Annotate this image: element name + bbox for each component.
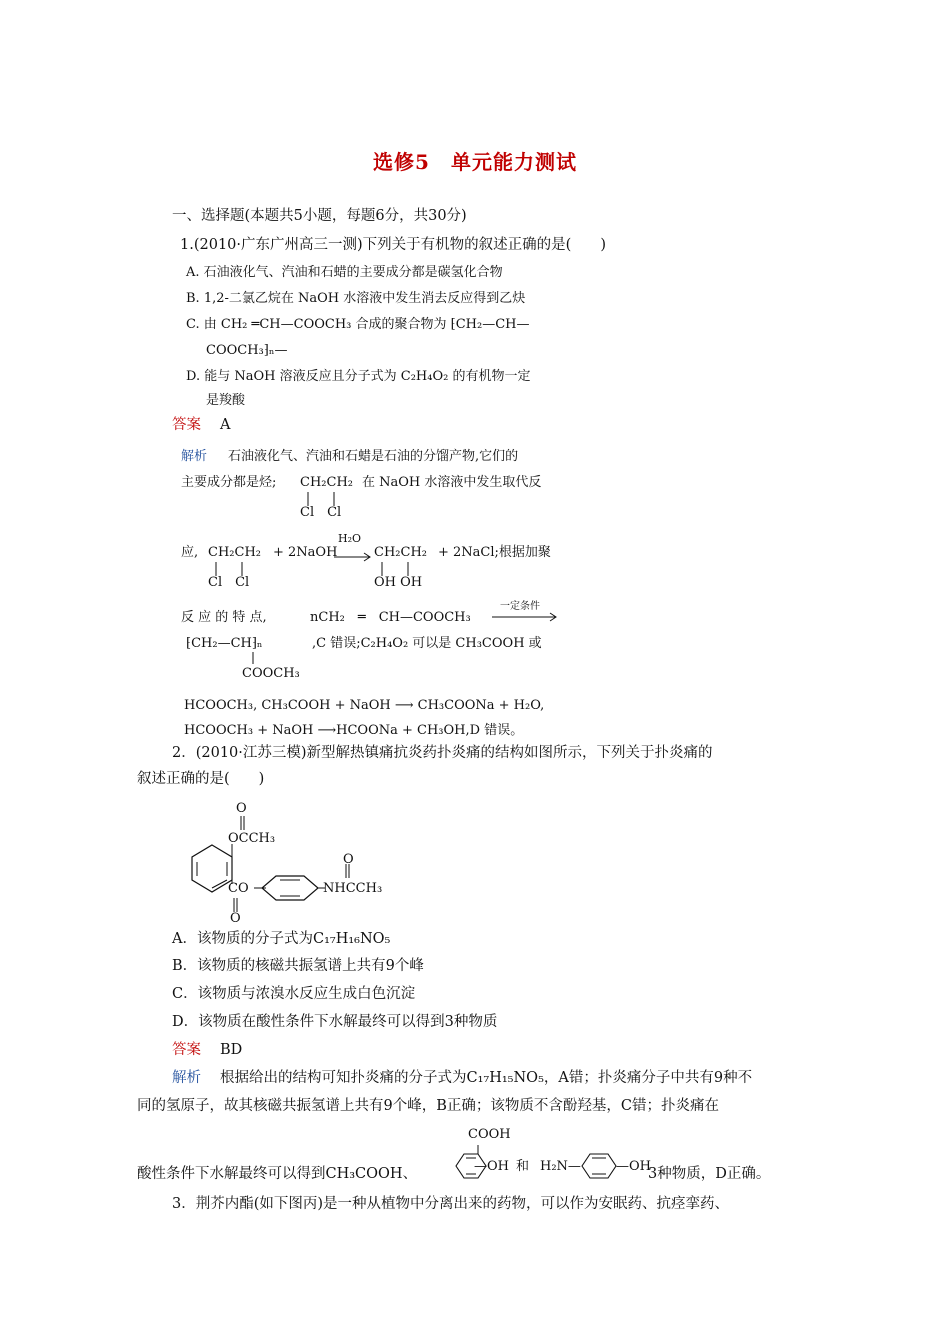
struct-o-amide: O [343,852,354,867]
q1-ohoh: OH OH [374,575,423,590]
q1-plus-naoh: + 2NaOH [273,545,338,560]
struct-nhcch3: NHCCH₃ [323,881,383,896]
q1-option-a: A. 石油液化气、汽油和石蜡的主要成分都是碳氢化合物 [186,265,503,280]
q1-analysis-line2a: 主要成分都是烃; [181,475,277,490]
q1-ch2ch2-c: CH₂CH₂ [374,545,427,560]
q1-condition: 一定条件 [500,601,540,612]
q2-analysis-line3a: 酸性条件下水解最终可以得到CH₃COOH、 [137,1166,418,1182]
q1-analysis-line3a: 应, [181,545,199,560]
q2-analysis-line1: 根据给出的结构可知扑炎痛的分子式为C₁₇H₁₅NO₅，A错；扑炎痛分子中共有9种不 [220,1070,753,1086]
q1-answer-label: 答案 [172,417,201,433]
q1-clcl-b: Cl Cl [208,575,250,590]
q1-analysis-line4a: 反 应 的 特 点, [181,610,267,625]
q1-ch2ch2-a: CH₂CH₂ [300,475,353,490]
q1-plus-nacl: + 2NaCl;根据加聚 [438,545,551,560]
q2-answer-label: 答案 [172,1042,201,1058]
q1-polymer-bond [250,652,260,666]
aminophenol-h2n: H₂N— [540,1159,581,1174]
q1-reaction-arrow-1 [334,552,374,562]
q1-analysis-line7: HCOOCH₃ + NaOH ⟶HCOONa + CH₃OH,D 错误。 [184,723,524,738]
q1-analysis-line1: 石油液化气、汽油和石蜡是石油的分馏产物,它们的 [228,449,519,464]
q1-stem: 1.(2010·广东广州高三一测)下列关于有机物的叙述正确的是( ) [180,237,606,253]
q1-option-b: B. 1,2-二氯乙烷在 NaOH 水溶液中发生消去反应得到乙炔 [186,291,526,306]
q1-reaction-arrow-2 [492,612,562,622]
q2-answer: BD [220,1042,243,1058]
q1-monomer: nCH₂ ═ CH—COOCH₃ [310,610,471,625]
q2-analysis-line3b: 3种物质，D正确。 [648,1166,771,1182]
q1-option-c-line1: C. 由 CH₂ ═CH—COOCH₃ 合成的聚合物为 ⁅CH₂—CH— [186,317,530,332]
q1-option-c-line2: COOCH₃⁆ₙ— [206,343,288,358]
q1-answer: A [220,417,231,433]
q1-option-d-line2: 是羧酸 [206,393,246,408]
struct-o-bottom: O [230,911,241,926]
benorilate-structure [180,800,400,930]
q2-analysis-label: 解析 [172,1070,201,1086]
struct-co: CO [228,881,249,896]
q1-polymer-cooch3: COOCH₃ [242,666,300,681]
q1-ch2ch2-b: CH₂CH₂ [208,545,261,560]
q2-option-c: C．该物质与浓溴水反应生成白色沉淀 [172,986,416,1002]
q2-stem-line2: 叙述正确的是( ) [137,771,265,787]
page-title: 选修5 单元能力测试 [373,150,577,174]
struct-occh3: OCCH₃ [228,831,276,846]
q2-option-b: B．该物质的核磁共振氢谱上共有9个峰 [172,958,424,974]
q1-analysis-line2b: 在 NaOH 水溶液中发生取代反 [362,475,542,490]
q1-analysis-label: 解析 [181,449,208,464]
q2-analysis-line2: 同的氢原子，故其核磁共振氢谱上共有9个峰，B正确；该物质不含酚羟基，C错；扑炎痛在 [137,1098,719,1114]
q2-option-d: D．该物质在酸性条件下水解最终可以得到3种物质 [172,1014,498,1030]
salicylic-oh: —OH [474,1159,509,1174]
q1-h2o-condition: H₂O [338,532,362,545]
section-heading: 一、选择题(本题共5小题，每题6分，共30分) [172,208,467,224]
q2-option-a: A．该物质的分子式为C₁₇H₁₆NO₅ [172,931,391,947]
q3-stem: 3．荆芥内酯(如下图丙)是一种从植物中分离出来的药物，可以作为安眠药、抗痉挛药、 [172,1196,730,1212]
q1-analysis-line5: ,C 错误;C₂H₄O₂ 可以是 CH₃COOH 或 [312,636,542,651]
aminophenol-oh: —OH [616,1159,651,1174]
q1-option-d-line1: D. 能与 NaOH 溶液反应且分子式为 C₂H₄O₂ 的有机物一定 [186,369,531,384]
salicylic-cooh: COOH [468,1127,511,1142]
word-and: 和 [516,1159,530,1174]
struct-o-top: O [236,801,247,816]
q1-clcl-a: Cl Cl [300,505,342,520]
q1-analysis-line6: HCOOCH₃, CH₃COOH + NaOH ⟶ CH₃COONa + H₂O, [184,698,545,713]
q1-polymer: ⁅CH₂—CH⁆ₙ [186,636,263,651]
q2-stem-line1: 2．(2010·江苏三模)新型解热镇痛抗炎药扑炎痛的结构如图所示，下列关于扑炎痛的 [172,745,713,761]
